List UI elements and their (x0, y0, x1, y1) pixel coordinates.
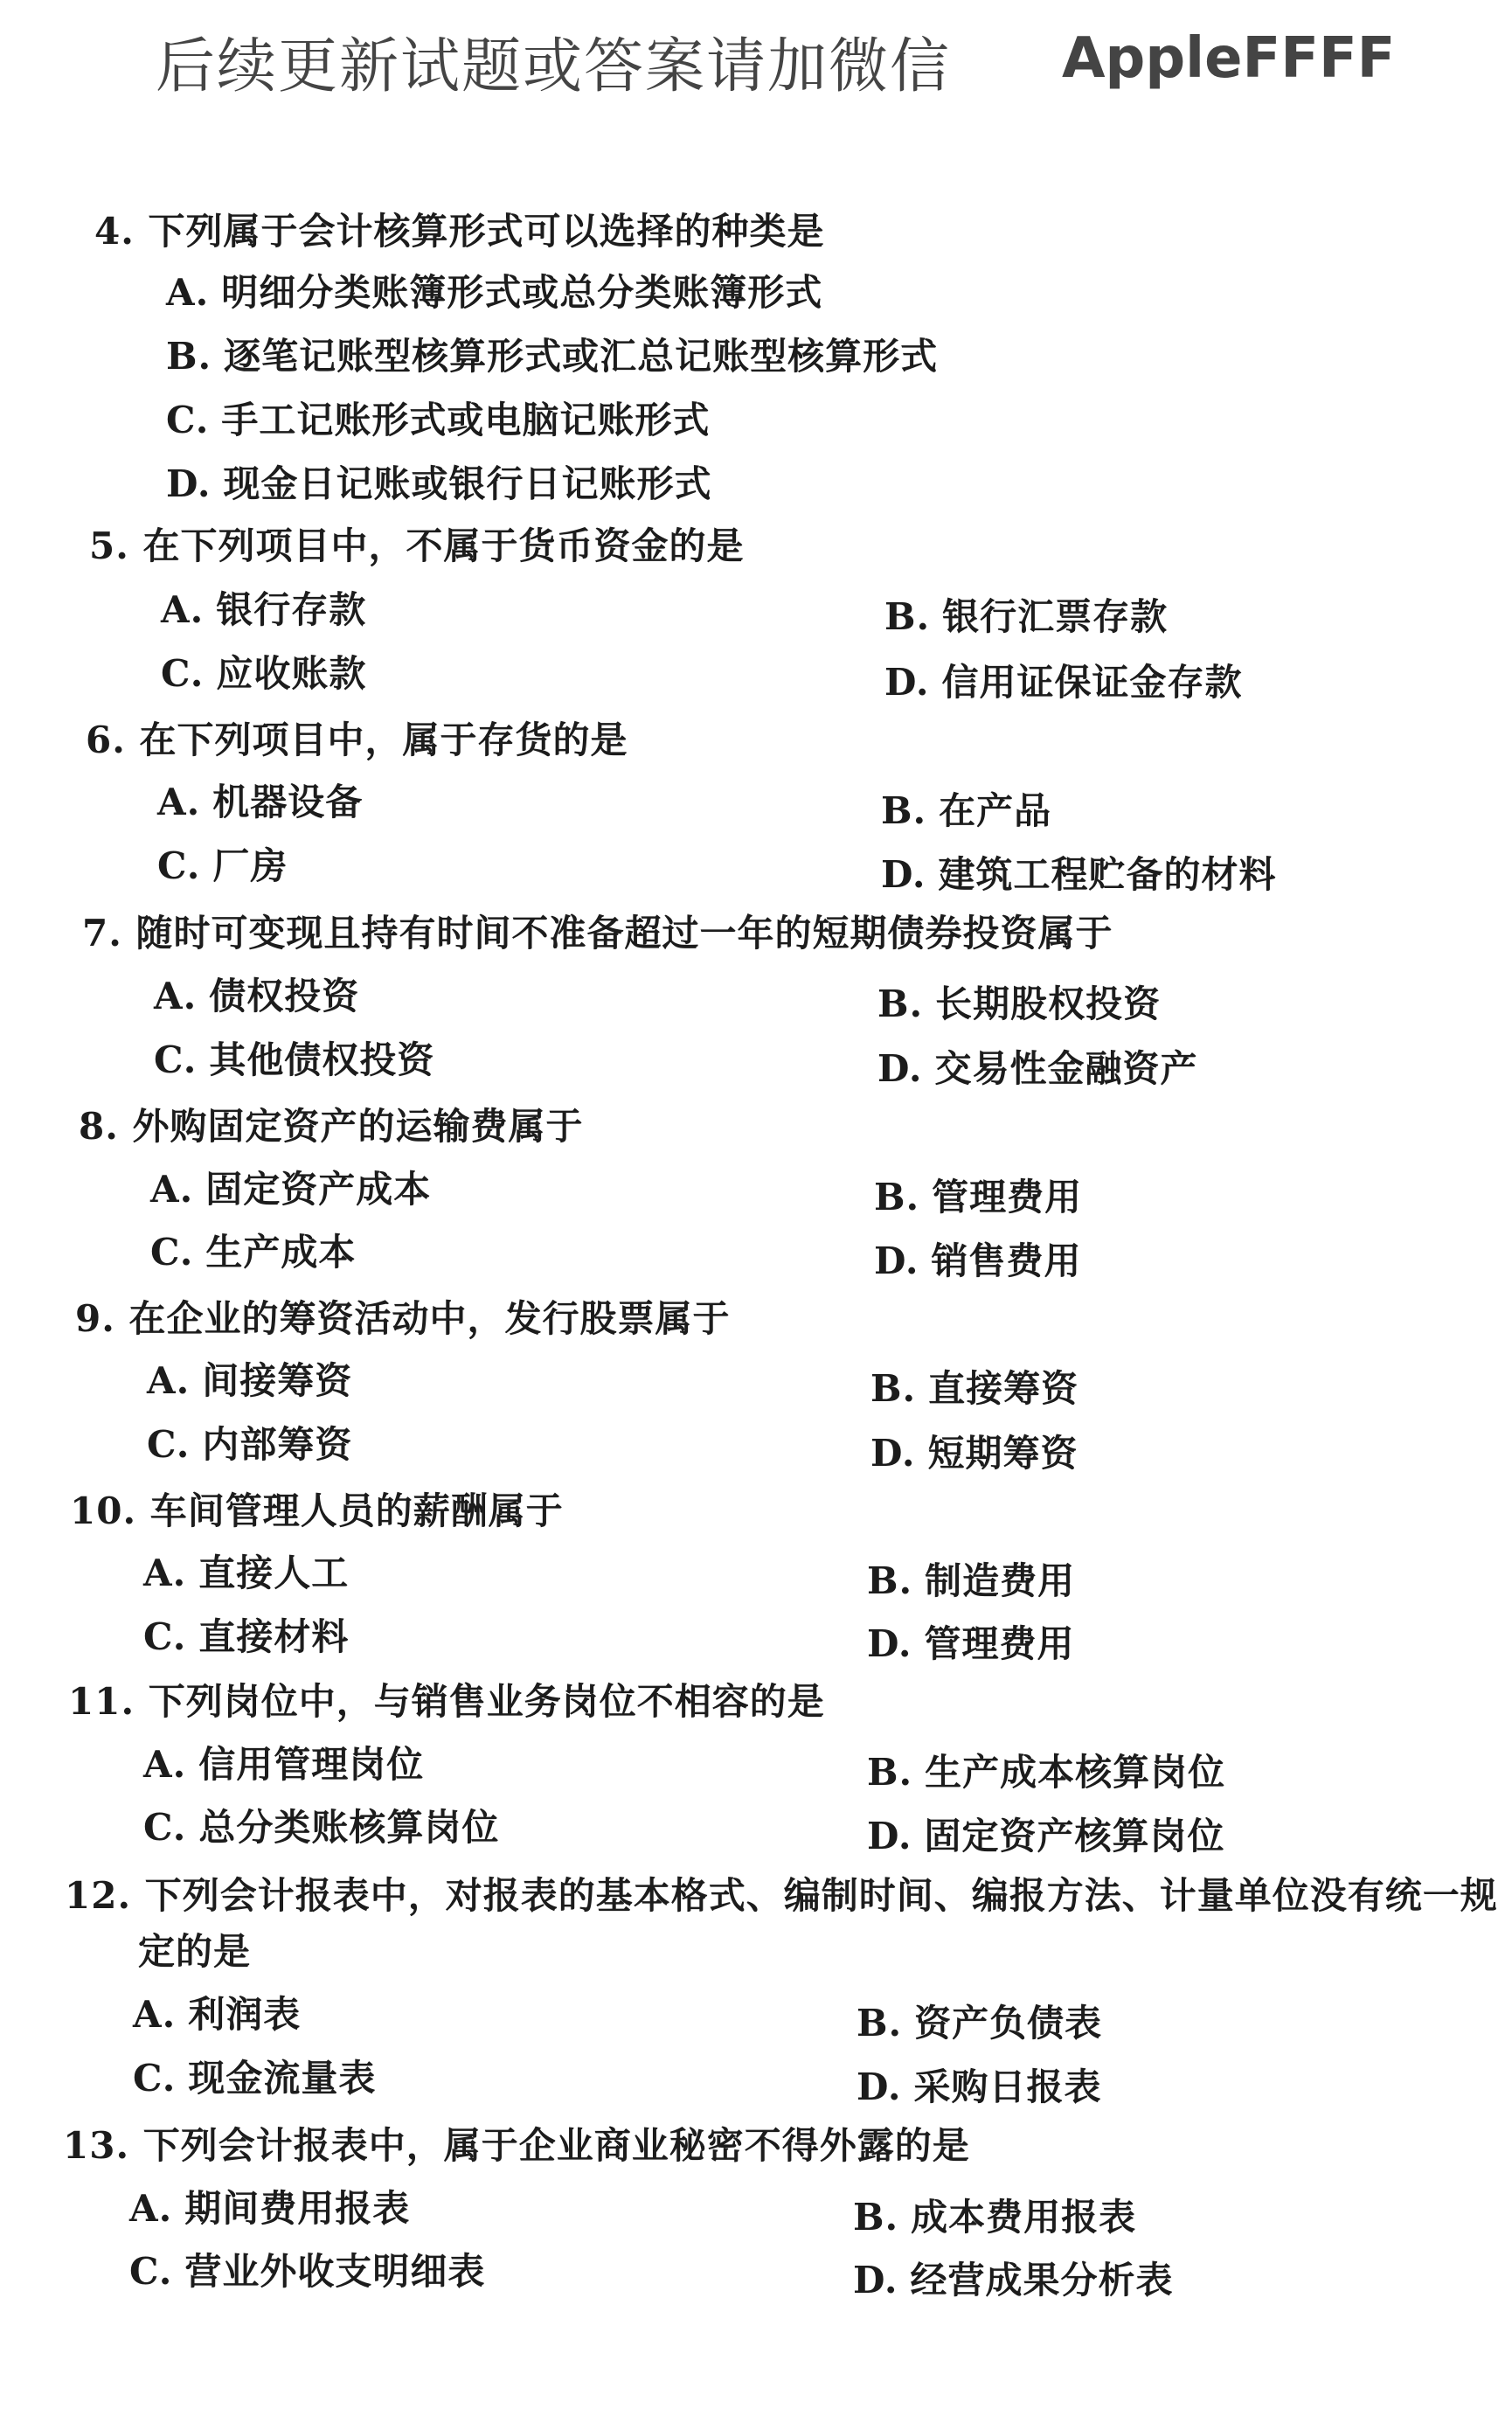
question-7-option-b (877, 982, 1161, 1026)
option-letter: B. (867, 1559, 913, 1602)
question-7-option-a (154, 975, 359, 1018)
question-13-option-d (853, 2259, 1174, 2302)
option-text: 固定资产成本 (205, 1168, 432, 1211)
option-letter: D. (857, 2065, 902, 2108)
question-8-option-d (874, 1239, 1082, 1283)
question-5-option-d (884, 661, 1243, 705)
option-text: 利润表 (188, 1993, 302, 2036)
question-4-option-d (166, 462, 712, 506)
option-text: 期间费用报表 (184, 2187, 411, 2230)
question-6-option-b (881, 789, 1051, 833)
option-text: 应收账款 (216, 652, 367, 695)
question-4-option-c (166, 399, 710, 442)
option-letter: D. (853, 2259, 898, 2301)
question-text: 下列会计报表中，属于企业商业秘密不得外露的是 (142, 2124, 970, 2167)
option-text: 生产成本 (205, 1231, 357, 1274)
option-text: 直接材料 (198, 1615, 350, 1658)
question-8-stem (79, 1105, 584, 1149)
option-text: 明细分类账簿形式或总分类账簿形式 (221, 271, 823, 314)
question-text: 随时可变现且持有时间不准备超过一年的短期债券投资属于 (135, 912, 1113, 955)
question-12-option-c (133, 2057, 376, 2100)
option-letter: A. (166, 271, 210, 314)
option-text: 其他债权投资 (209, 1038, 435, 1081)
option-letter: B. (166, 335, 212, 378)
question-4-option-a (166, 271, 822, 315)
question-13-option-b (853, 2196, 1136, 2239)
question-text-continued: 定的是 (138, 1930, 252, 1973)
option-letter: A. (133, 1993, 177, 2036)
question-4-option-b (166, 335, 938, 378)
option-letter: C. (133, 2057, 177, 2100)
option-text: 生产成本核算岗位 (925, 1751, 1226, 1794)
option-text: 厂房 (212, 844, 288, 887)
question-9-option-b (870, 1367, 1079, 1411)
option-letter: A. (157, 781, 201, 823)
question-text: 在下列项目中，不属于货币资金的是 (142, 524, 745, 567)
option-text: 间接筹资 (202, 1359, 353, 1402)
question-number: 8. (79, 1105, 119, 1148)
header-wechat-id: AppleFFFF (1062, 26, 1396, 91)
question-8-option-a (150, 1168, 431, 1211)
option-text: 总分类账核算岗位 (198, 1806, 500, 1849)
option-text: 营业外收支明细表 (184, 2250, 486, 2293)
option-text: 债权投资 (209, 975, 360, 1017)
question-number: 7. (82, 912, 122, 955)
option-letter: C. (166, 399, 210, 441)
option-text: 直接筹资 (928, 1367, 1079, 1410)
question-6-option-a (157, 781, 363, 824)
option-letter: C. (129, 2250, 173, 2293)
option-text: 信用证保证金存款 (941, 661, 1243, 704)
option-letter: C. (143, 1806, 187, 1849)
question-text: 在下列项目中，属于存货的是 (139, 719, 628, 761)
question-5-stem (89, 524, 745, 568)
option-text: 短期筹资 (927, 1432, 1079, 1475)
option-text: 管理费用 (932, 1176, 1083, 1218)
option-letter: B. (857, 2002, 903, 2045)
option-text: 长期股权投资 (935, 982, 1162, 1025)
option-text: 内部筹资 (202, 1423, 353, 1466)
question-10-option-b (867, 1559, 1075, 1603)
option-letter: C. (157, 844, 201, 887)
option-text: 现金日记账或银行日记账形式 (223, 462, 712, 505)
question-number: 10. (70, 1489, 137, 1532)
question-12-option-b (857, 2002, 1102, 2045)
question-13-stem (63, 2124, 970, 2168)
option-text: 逐笔记账型核算形式或汇总记账型核算形式 (224, 335, 939, 378)
option-text: 资产负债表 (914, 2002, 1103, 2045)
option-letter: D. (884, 661, 930, 704)
question-12-option-a (133, 1993, 301, 2037)
option-letter: D. (166, 462, 212, 505)
question-text: 下列会计报表中，对报表的基本格式、编制时间、编报方法、计量单位没有统一规 (144, 1874, 1498, 1917)
option-text: 经营成果分析表 (910, 2259, 1174, 2301)
option-text: 管理费用 (924, 1622, 1075, 1665)
question-text: 外购固定资产的运输费属于 (132, 1105, 584, 1148)
question-number: 9. (75, 1297, 115, 1340)
option-text: 制造费用 (925, 1559, 1076, 1602)
option-text: 销售费用 (931, 1239, 1082, 1282)
question-11-option-b (867, 1751, 1225, 1795)
question-12-stem (65, 1874, 1498, 1918)
option-letter: B. (884, 595, 931, 638)
option-letter: C. (143, 1615, 187, 1658)
question-5-option-c (161, 652, 366, 696)
question-text: 在企业的筹资活动中，发行股票属于 (128, 1297, 731, 1340)
option-letter: B. (881, 789, 927, 832)
question-7-option-c (154, 1038, 434, 1082)
question-9-stem (75, 1297, 731, 1341)
question-12-stem-continued (138, 1930, 251, 1974)
question-11-stem (68, 1680, 825, 1724)
question-8-option-b (874, 1176, 1082, 1219)
question-6-stem (86, 719, 628, 762)
question-text: 下列属于会计核算形式可以选择的种类是 (148, 210, 825, 253)
question-6-option-d (881, 853, 1277, 897)
question-number: 6. (86, 719, 126, 761)
question-number: 11. (68, 1680, 135, 1723)
question-9-option-a (147, 1359, 352, 1403)
option-letter: A. (150, 1168, 194, 1211)
option-letter: D. (877, 1047, 923, 1090)
question-7-option-d (877, 1047, 1198, 1091)
option-letter: D. (867, 1622, 912, 1665)
question-5-option-a (161, 588, 366, 632)
option-text: 采购日报表 (913, 2065, 1102, 2108)
question-13-option-c (129, 2250, 485, 2294)
option-letter: D. (874, 1239, 919, 1282)
question-text: 车间管理人员的薪酬属于 (149, 1489, 564, 1532)
option-letter: B. (877, 982, 924, 1025)
option-text: 在产品 (939, 789, 1052, 832)
option-text: 银行汇票存款 (942, 595, 1169, 638)
question-10-option-d (867, 1622, 1075, 1666)
option-text: 信用管理岗位 (198, 1743, 425, 1786)
question-13-option-a (129, 2187, 410, 2231)
option-text: 交易性金融资产 (934, 1047, 1198, 1090)
option-letter: A. (147, 1359, 191, 1402)
question-10-option-c (143, 1615, 349, 1659)
option-text: 直接人工 (198, 1552, 350, 1594)
option-text: 现金流量表 (188, 2057, 377, 2100)
question-10-option-a (143, 1552, 349, 1595)
question-5-option-b (884, 595, 1168, 639)
question-8-option-c (150, 1231, 356, 1274)
question-number: 4. (94, 210, 135, 253)
question-9-option-d (870, 1432, 1079, 1475)
option-letter: A. (143, 1743, 187, 1786)
option-text: 建筑工程贮备的材料 (938, 853, 1277, 896)
option-letter: D. (870, 1432, 916, 1475)
question-number: 5. (89, 524, 129, 567)
option-text: 固定资产核算岗位 (924, 1815, 1225, 1857)
question-7-stem (82, 912, 1113, 955)
option-text: 成本费用报表 (911, 2196, 1137, 2239)
question-11-option-d (867, 1815, 1225, 1858)
question-11-option-c (143, 1806, 499, 1850)
option-letter: B. (853, 2196, 899, 2239)
option-letter: C. (147, 1423, 191, 1466)
option-letter: C. (150, 1231, 194, 1274)
option-letter: C. (154, 1038, 198, 1081)
option-letter: B. (874, 1176, 920, 1218)
option-text: 机器设备 (212, 781, 364, 823)
question-9-option-c (147, 1423, 352, 1467)
option-letter: A. (143, 1552, 187, 1594)
option-letter: A. (154, 975, 198, 1017)
option-text: 手工记账形式或电脑记账形式 (221, 399, 711, 441)
question-10-stem (70, 1489, 564, 1533)
question-12-option-d (857, 2065, 1102, 2109)
option-letter: B. (867, 1751, 913, 1794)
header-notice: 后续更新试题或答案请加微信 (156, 32, 952, 101)
question-6-option-c (157, 844, 288, 888)
question-4-stem (94, 210, 825, 253)
option-letter: D. (867, 1815, 912, 1857)
option-letter: C. (161, 652, 205, 695)
question-number: 13. (63, 2124, 130, 2167)
option-letter: A. (161, 588, 205, 631)
question-number: 12. (65, 1874, 132, 1917)
option-letter: A. (129, 2187, 173, 2230)
option-letter: B. (870, 1367, 917, 1410)
option-letter: D. (881, 853, 926, 896)
option-text: 银行存款 (216, 588, 367, 631)
question-text: 下列岗位中，与销售业务岗位不相容的是 (148, 1680, 825, 1723)
question-11-option-a (143, 1743, 424, 1787)
